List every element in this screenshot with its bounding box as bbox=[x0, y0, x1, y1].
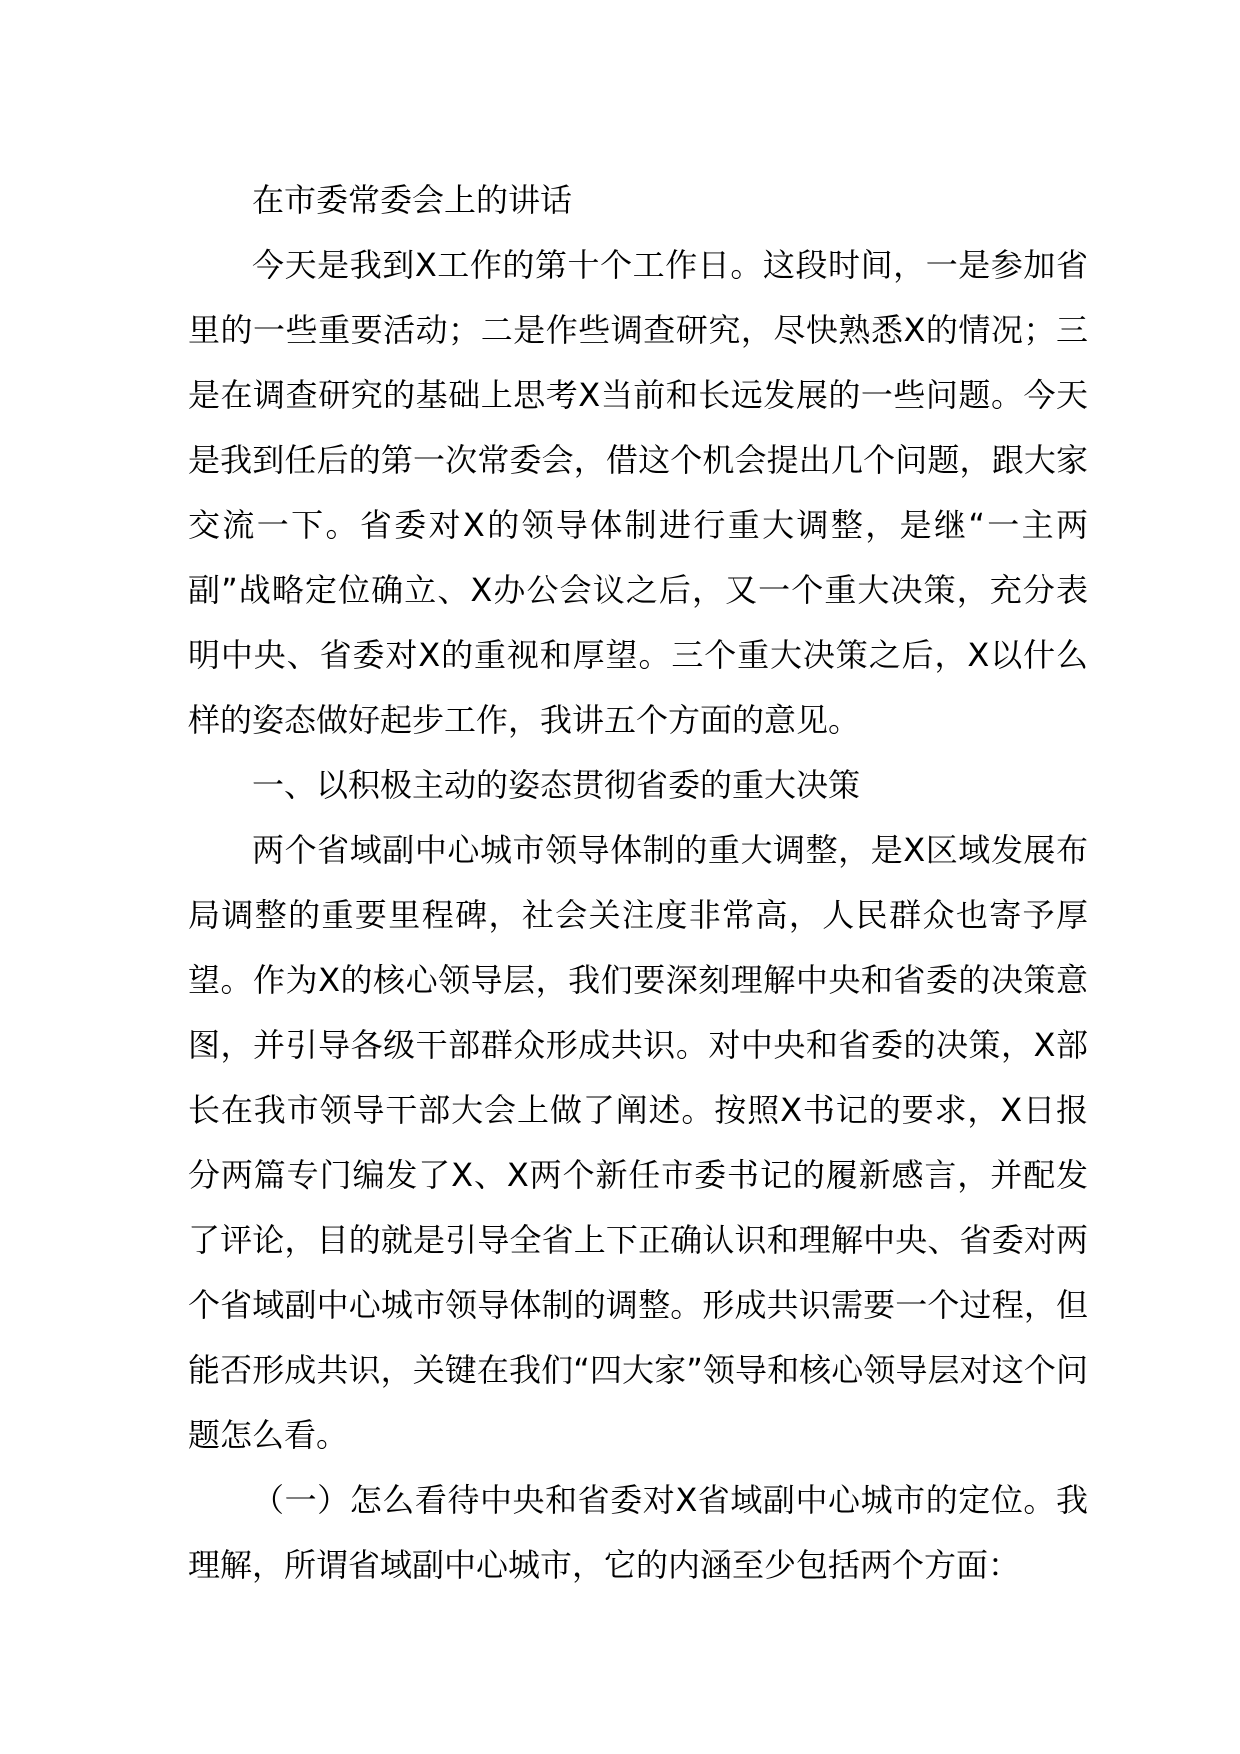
section-heading-1: 一、以积极主动的姿态贯彻省委的重大决策 bbox=[252, 766, 861, 804]
speech-title: 在市委常委会上的讲话 bbox=[252, 181, 573, 219]
subsection-heading-1: （一）怎么看待中央和省委对X省域副中心城市的定位。我理解，所谓省域副中心城市，它的内涵至少包括两个方面： bbox=[188, 1481, 1088, 1584]
paragraph-opening: 今天是我到X工作的第十个工作日。这段时间，一是参加省里的一些重要活动；二是作些调查研究，尽快熟悉X的情况；三是在调查研究的基础上思考X当前和长远发展的一些问题。今天是我到任后的第一次常委会，借这个机会提出几个问题，跟大家交流一下。省委对X的领导体制进行重大调整，是继“一主两副”战略定位确立、X办公会议之后，又一个重大决策，充分表明中央、省委对X的重视和厚望。三个重大决策之后，X以什么样的姿态做好起步工作，我讲五个方面的意见。 bbox=[188, 246, 1088, 739]
document-body bbox=[188, 168, 1088, 1598]
paragraph-section-1: 两个省域副中心城市领导体制的重大调整，是X区域发展布局调整的重要里程碑，社会关注度非常高，人民群众也寄予厚望。作为X的核心领导层，我们要深刻理解中央和省委的决策意图，并引导各级干部群众形成共识。对中央和省委的决策，X部长在我市领导干部大会上做了阐述。按照X书记的要求，X日报分两篇专门编发了X、X两个新任市委书记的履新感言，并配发了评论，目的就是引导全省上下正确认识和理解中央、省委对两个省域副中心城市领导体制的调整。形成共识需要一个过程，但能否形成共识，关键在我们“四大家”领导和核心领导层对这个问题怎么看。 bbox=[188, 831, 1088, 1454]
